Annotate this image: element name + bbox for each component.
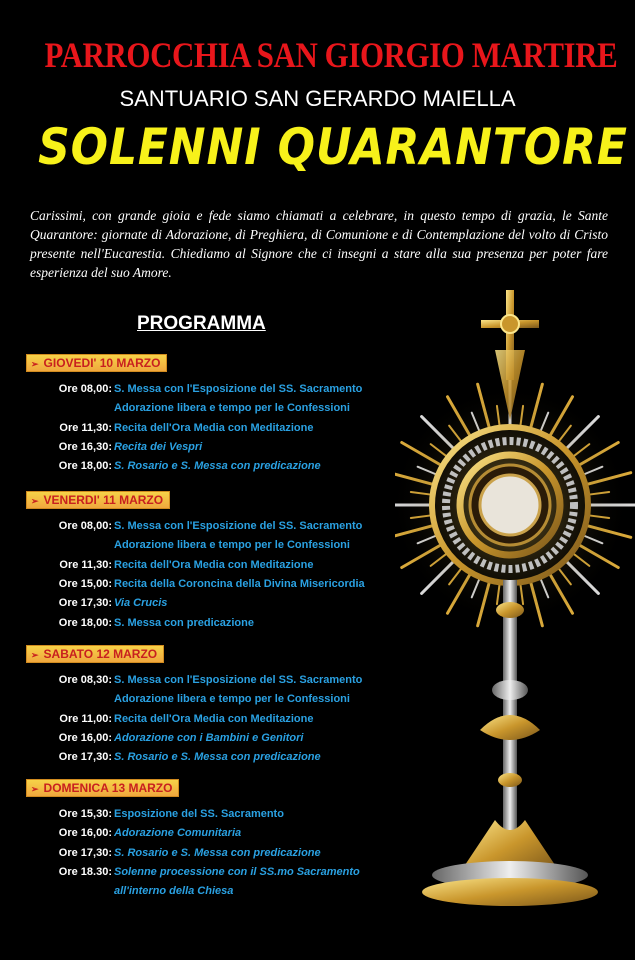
schedule-row	[0, 457, 420, 476]
schedule-description: S. Rosario e S. Messa con predicazione	[114, 460, 321, 473]
intro-text: Carissimi, con grande gioia e fede siamo chiamati a celebrare, in questo tempo di grazia, le Sante Quarantore: giornate di Adorazione, di Preghiera, di Comunione e di Contemplazione del volto di Cristo presente nell'Eucarestia. Chiediamo al Signore che ci insegni a stare alla sua presenza per poter fare esperienza del suo Amore.	[30, 208, 608, 280]
arrow-icon: ➢	[31, 359, 39, 369]
schedule-description: Adorazione libera e tempo per le Confessioni	[114, 693, 350, 706]
schedule-time: Ore 17,30:	[58, 846, 112, 859]
schedule-description: S. Rosario e S. Messa con predicazione	[114, 846, 321, 859]
schedule-row	[0, 805, 420, 824]
schedule-row	[0, 882, 420, 901]
schedule-description: Recita dei Vespri	[114, 440, 203, 453]
schedule-time: Ore 18,00:	[58, 460, 112, 473]
day-header	[26, 491, 170, 509]
schedule-description: Solenne processione con il SS.mo Sacramento	[114, 865, 360, 878]
schedule-row	[0, 556, 420, 575]
schedule-row	[0, 575, 420, 594]
schedule-time: Ore 18,00:	[58, 616, 112, 629]
arrow-icon: ➢	[31, 650, 39, 660]
schedule-time: Ore 16,30:	[58, 440, 112, 453]
schedule-row	[0, 614, 420, 633]
schedule-description: all'interno della Chiesa	[114, 885, 234, 898]
schedule-description: Esposizione del SS. Sacramento	[114, 808, 284, 820]
schedule-row	[0, 399, 420, 418]
schedule-row	[0, 824, 420, 843]
schedule-time: Ore 08,00:	[58, 383, 112, 395]
parish-title: PARROCCHIA SAN GIORGIO MARTIRE	[44, 35, 618, 75]
schedule-row	[0, 536, 420, 555]
schedule-time: Ore 18.30:	[58, 865, 112, 878]
schedule-time: Ore 08,30:	[58, 674, 112, 686]
schedule-time: Ore 11,30:	[59, 421, 112, 434]
schedule-description: Via Crucis	[114, 597, 168, 610]
schedule-description: Recita dell'Ora Media con Meditazione	[114, 712, 314, 725]
schedule-description: Adorazione libera e tempo per le Confessioni	[114, 539, 350, 552]
schedule-row	[0, 710, 420, 729]
schedule-description: Recita dell'Ora Media con Meditazione	[114, 421, 314, 434]
schedule-row	[0, 517, 420, 536]
schedule-row	[0, 729, 420, 748]
schedule-description: Adorazione libera e tempo per le Confessioni	[114, 402, 350, 415]
arrow-icon: ➢	[31, 784, 39, 794]
schedule-row	[0, 438, 420, 457]
schedule-time: Ore 16,00:	[58, 827, 112, 840]
arrow-icon: ➢	[31, 496, 39, 506]
schedule-row	[0, 690, 420, 709]
schedule-row	[0, 419, 420, 438]
schedule-description: Recita dell'Ora Media con Meditazione	[114, 558, 314, 571]
schedule-row	[0, 380, 420, 399]
schedule-description: Adorazione Comunitaria	[114, 827, 242, 840]
sanctuary-title: SANTUARIO SAN GERARDO MAIELLA	[119, 86, 516, 111]
schedule-row	[0, 844, 420, 863]
schedule-description: S. Rosario e S. Messa con predicazione	[114, 751, 321, 764]
schedule-time: Ore 08,00:	[58, 520, 112, 532]
day-label: SABATO 12 MARZO	[43, 647, 158, 661]
day-label: DOMENICA 13 MARZO	[43, 781, 173, 795]
schedule-time: Ore 15,30:	[58, 808, 112, 820]
schedule-description: Adorazione con i Bambini e Genitori	[114, 731, 304, 744]
schedule-time: Ore 11,30:	[59, 558, 112, 571]
day-header	[26, 645, 164, 663]
schedule-description: S. Messa con l'Esposizione del SS. Sacramento	[114, 383, 363, 395]
programma-heading: PROGRAMMA	[137, 313, 266, 334]
schedule-time: Ore 11,00:	[59, 712, 112, 725]
schedule-row	[0, 594, 420, 613]
schedule-time: Ore 17,30:	[58, 597, 112, 610]
day-header	[26, 354, 167, 372]
schedule-row	[0, 748, 420, 767]
day-label: VENERDI' 11 MARZO	[43, 493, 164, 507]
schedule-row	[0, 671, 420, 690]
schedule-time: Ore 16,00:	[58, 731, 112, 744]
schedule-time: Ore 15,00:	[58, 577, 112, 590]
schedule-description: S. Messa con l'Esposizione del SS. Sacramento	[114, 674, 363, 686]
schedule-description: S. Messa con l'Esposizione del SS. Sacramento	[114, 520, 363, 532]
schedule-description: Recita della Coroncina della Divina Misericordia	[114, 577, 365, 590]
day-label: GIOVEDI' 10 MARZO	[43, 356, 161, 370]
day-header	[26, 779, 179, 797]
event-title: SOLENNI QUARANTORE	[38, 118, 628, 176]
schedule-row	[0, 863, 420, 882]
schedule-description: S. Messa con predicazione	[114, 616, 254, 629]
schedule-time: Ore 17,30:	[58, 751, 112, 764]
monstrance-image	[395, 280, 635, 920]
